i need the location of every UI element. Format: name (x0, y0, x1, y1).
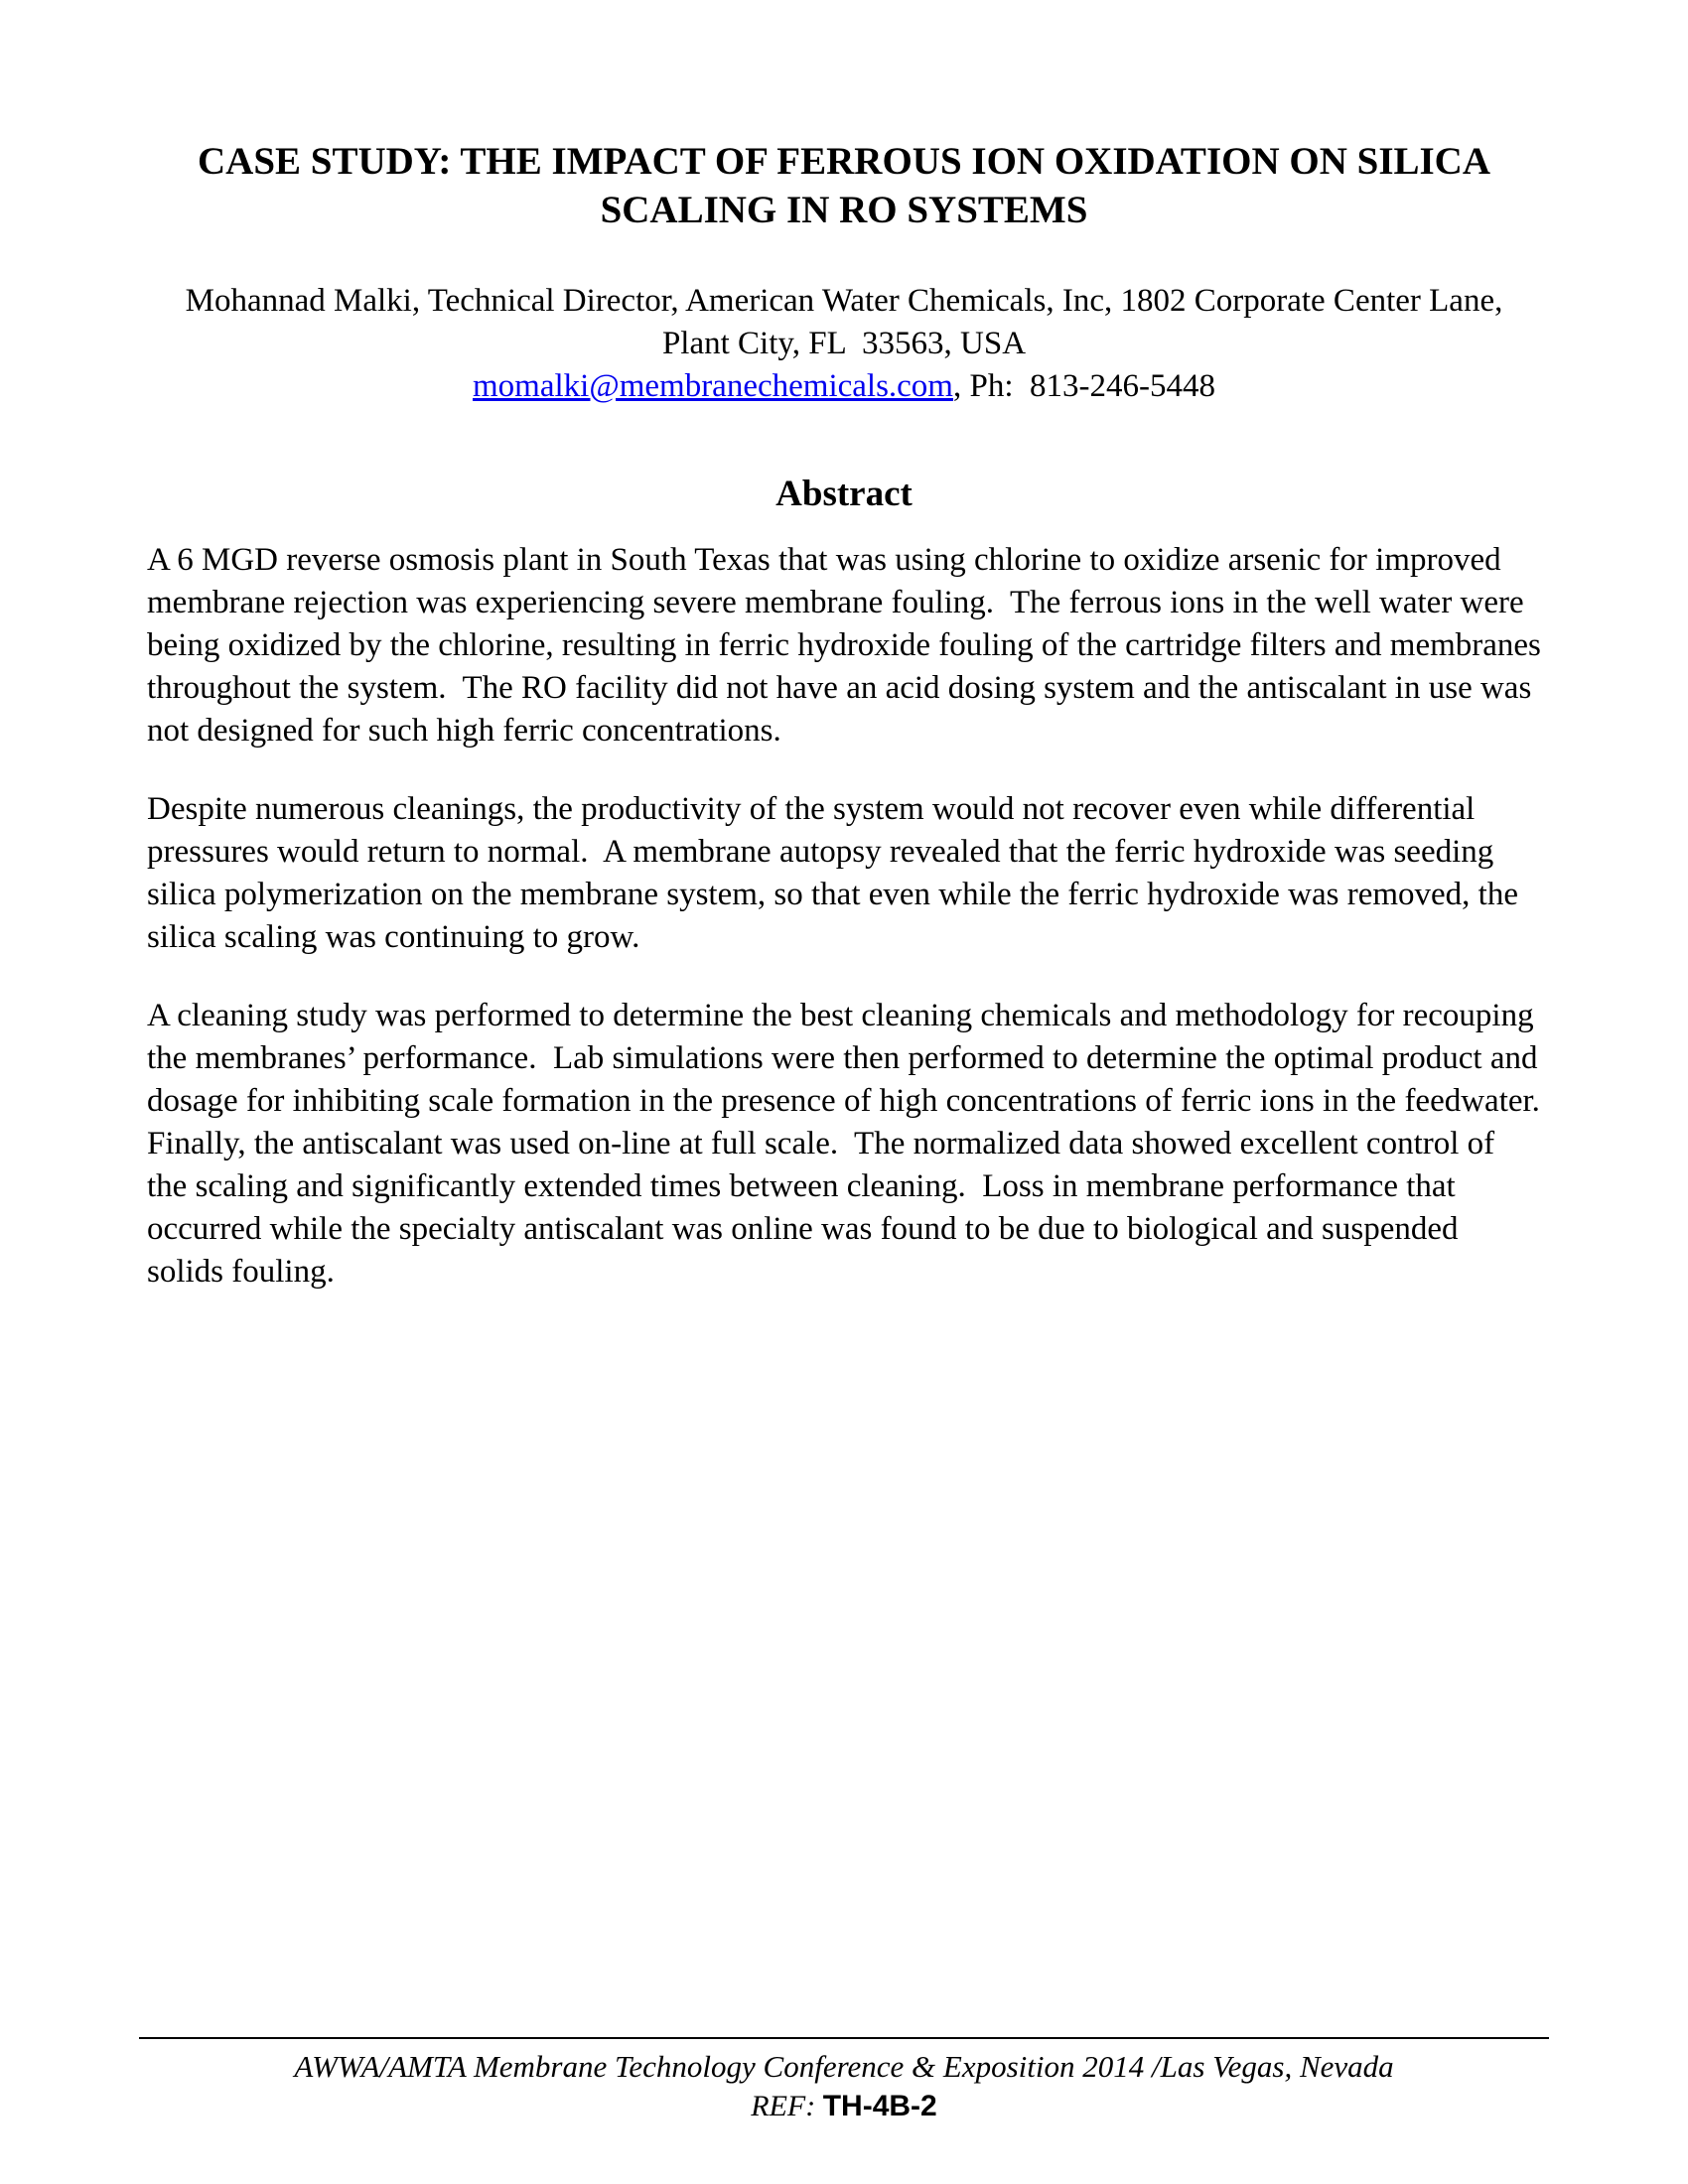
author-block (147, 280, 1541, 408)
abstract-paragraph-2: Despite numerous cleanings, the productivity of the system would not recover even while differential pressures would return to normal. A membrane autopsy revealed that the ferric hydroxide was seeding silica polymerization on the membrane system, so that even while the ferric hydroxide was removed, the silica scaling was continuing to grow. (147, 791, 1527, 955)
page-title-line-2: SCALING IN RO SYSTEMS (600, 189, 1088, 231)
footer-conference-line: AWWA/AMTA Membrane Technology Conference & Exposition 2014 /Las Vegas, Nevada (294, 2049, 1394, 2084)
abstract-body (147, 539, 1550, 1294)
abstract-heading: Abstract (775, 474, 913, 514)
author-contact-line (147, 365, 1541, 408)
footer-ref-value: TH-4B-2 (822, 2090, 937, 2122)
page-title (147, 137, 1541, 234)
phone-text: , Ph: 813-246-5448 (952, 368, 1215, 404)
author-affiliation-line-2: Plant City, FL 33563, USA (661, 326, 1027, 361)
abstract-paragraph-1: A 6 MGD reverse osmosis plant in South Texas that was using chlorine to oxidize arsenic for improved membrane rejection was experiencing severe membrane fouling. The ferrous ions in the well water were being oxidized by the chlorine, resulting in ferric hydroxide fouling of the cartridge filters and membranes throughout the system. The RO facility did not have an acid dosing system and the antiscalant in use was not designed for such high ferric concentrations. (147, 542, 1550, 749)
footer-ref-line (139, 2087, 1549, 2126)
abstract-paragraph-3: A cleaning study was performed to determine the best cleaning chemicals and methodology for recouping the membranes’ performance. Lab simulations were then performed to determine the optimal product and dosage for inhibiting scale formation in the presence of high concentrations of ferric ions in the feedwater. Finally, the antiscalant was used on-line at full scale. The normalized data showed excellent control of the scaling and significantly extended times between cleaning. Loss in membrane performance that occurred while the specialty antiscalant was online was found to be due to biological and suspended solids fouling. (147, 998, 1549, 1290)
email-link[interactable]: momalki@membranechemicals.com (473, 368, 953, 404)
author-affiliation-line-1: Mohannad Malki, Technical Director, American Water Chemicals, Inc, 1802 Corporate Center Lane, (185, 283, 1503, 319)
page-title-line-1: CASE STUDY: THE IMPACT OF FERROUS ION OXIDATION ON SILICA (197, 140, 1491, 183)
page-footer (139, 2037, 1549, 2126)
footer-ref-label: REF: (751, 2090, 823, 2122)
